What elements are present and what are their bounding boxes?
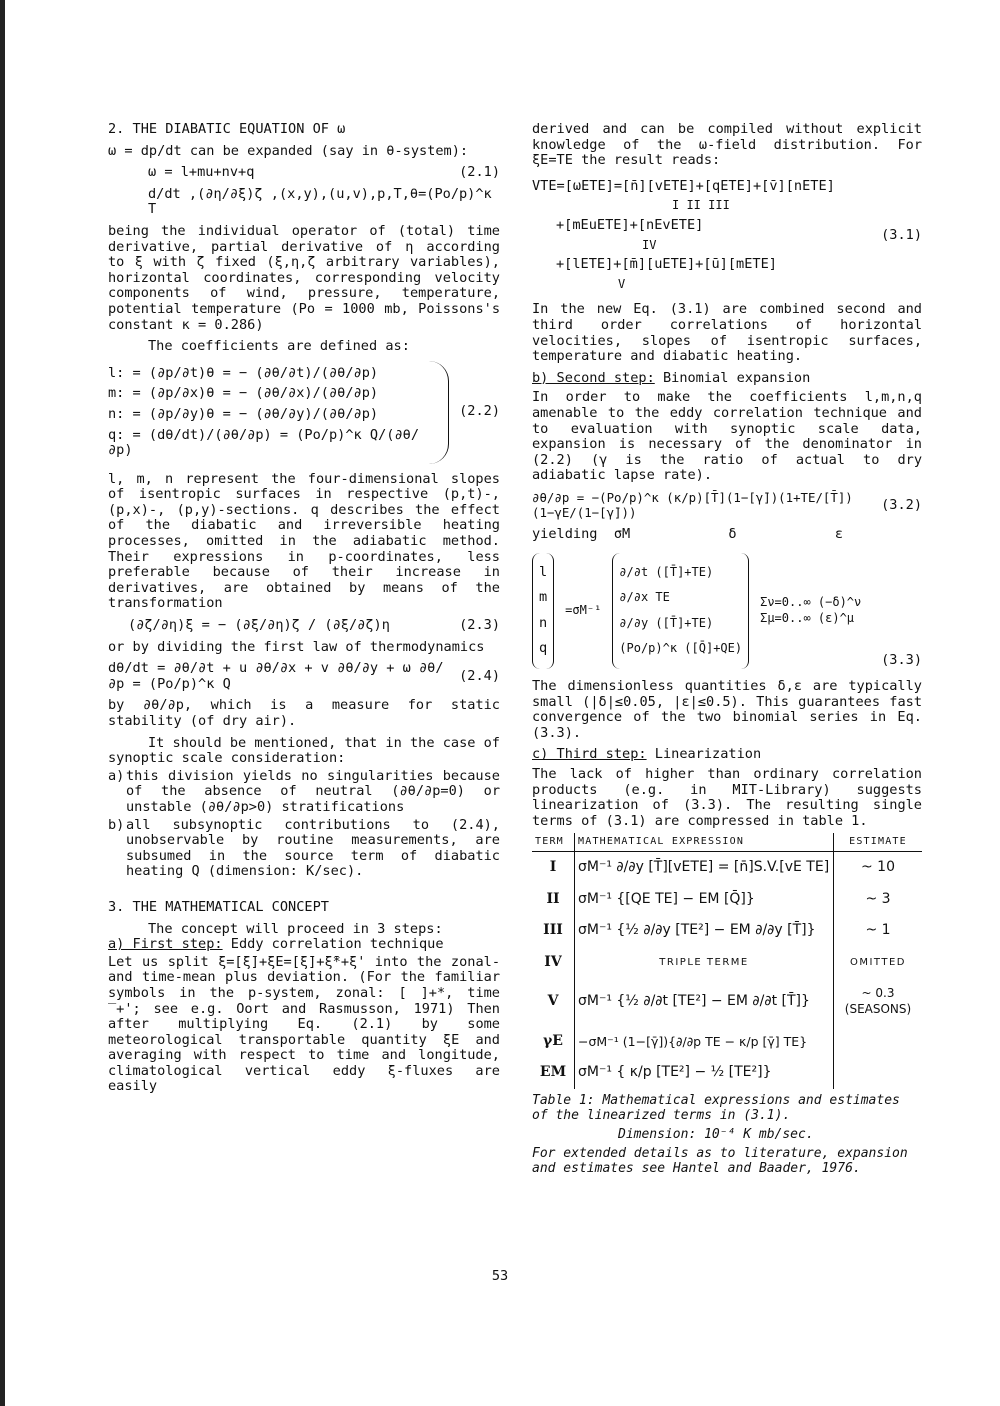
equation-2-1-body: ω = l+mu+nv+q <box>148 164 255 181</box>
table-header-estimate: ESTIMATE <box>834 833 923 851</box>
step-3-heading <box>532 747 922 763</box>
paragraph-linearization: The lack of higher than ordinary correlation products (e.g. in MIT-Library) suggests linearization of (3.3). The resulting single terms of (3.1) are compressed in table 1. <box>532 766 922 829</box>
step-1-text: Eddy correlation technique <box>222 936 444 953</box>
equation-2-1 <box>108 165 500 181</box>
vte-line-3: +[lETE]+[m̄][uETE]+[ū][mETE] <box>556 256 777 273</box>
list-item <box>108 818 500 880</box>
table-header-term: TERM <box>532 833 575 851</box>
table-cell-term: V <box>532 978 575 1025</box>
table-row <box>532 884 922 916</box>
step-1-label: a) First step: <box>108 936 223 953</box>
paragraph-derived: derived and can be compiled without explicit knowledge of the ω-field distribution. For ξE=TE the result reads: <box>532 121 922 169</box>
table-1 <box>532 833 922 1088</box>
equation-3-1-number: (3.1) <box>881 226 922 243</box>
list-item-text: this division yields no singularities because of the absence of neutral (∂θ/∂p=0) or unstable (∂θ/∂p>0) stratifications <box>126 767 500 815</box>
table-cell-expression: σM⁻¹ { κ/p [TE²] − ½ [TE²]} <box>575 1057 834 1089</box>
page-number: 53 <box>491 1268 509 1284</box>
table-cell-expression: σM⁻¹ {½ ∂/∂t [TE²] − EM ∂/∂t [T̄]} <box>575 978 834 1025</box>
table-cell-estimate: ~ 1 <box>865 922 891 939</box>
equation-operators-body: d/dt ,(∂η/∂ξ)ζ ,(x,y),(u,v),p,T,θ=(Po/p)^κ T <box>148 185 492 218</box>
matrix-right-q: (Po/p)^κ ([Q̄]+QE) <box>619 641 743 656</box>
equation-2-3-number: (2.3) <box>459 617 500 634</box>
vte-line-2: +[mEuETE]+[nEvETE] <box>556 216 704 233</box>
section-3-title: 3. THE MATHEMATICAL CONCEPT <box>108 898 329 915</box>
table-cell-estimate: ~ 0.3 (SEASONS) <box>844 986 912 1016</box>
equation-3-2-body: ∂θ/∂p = −(Po/p)^κ (κ/p)[T̄](1−[γ̄])(1+TE/[T̄])(1−γE/(1−[γ̄])) <box>532 489 853 521</box>
step-2-text: Binomial expansion <box>654 369 811 386</box>
table-cell-estimate: ~ 10 <box>861 858 895 875</box>
right-column <box>532 122 922 1180</box>
step-2-heading <box>532 371 922 387</box>
equation-3-2-number: (3.2) <box>881 496 922 513</box>
vte-line-2-label: IV <box>642 237 657 252</box>
paragraph-synoptic: It should be mentioned, that in the case of synoptic scale consideration: <box>108 734 500 767</box>
scan-edge <box>0 0 5 1406</box>
vte-line-3-label: V <box>618 276 626 291</box>
table-cell-term: IV <box>532 947 575 979</box>
paragraph-slopes: l, m, n represent the four-dimensional slopes of isentropic surfaces in respective (p,t)-, (p,x)-, (p,y)-sections. q describes the effect of the diabatic and irreversible heating processes, omitted in the adiabatic method. Their expressions in p-coordinates, less preferable because of their increase in derivatives, are obtained by means of the transformation <box>108 470 500 612</box>
paragraph-new-equation: In the new Eq. (3.1) are combined second and third order correlations of horizontal velocities, slopes of isentropic surfaces, temperature and diabatic heating. <box>532 301 922 365</box>
table-cell-expression: σM⁻¹ {[QE TE] − EM [Q̄]} <box>575 884 834 916</box>
table-cell-estimate: ~ 3 <box>865 890 891 907</box>
table-cell-term: EM <box>532 1057 575 1089</box>
matrix-left-l: l <box>539 563 548 580</box>
equation-3-1 <box>532 175 922 297</box>
matrix-right-l: ∂/∂t ([T̄]+TE) <box>619 564 714 579</box>
matrix-left <box>532 553 554 669</box>
table-row <box>532 947 922 979</box>
table-caption: Table 1: Mathematical expressions and estimates of the linearized terms in (3.1). <box>532 1092 900 1123</box>
table-cell-term: I <box>532 851 575 883</box>
definition-n: n: = (∂p/∂y)θ = − (∂θ/∂y)/(∂θ/∂p) <box>108 405 379 422</box>
paragraph-dimensionless: The dimensionless quantities δ,ε are typically small (|δ|≤0.05, |ε|≤0.5). This guarantees fast convergence of the two binomial series in Eq. (3.3). <box>532 678 922 741</box>
equation-2-3 <box>108 618 500 634</box>
section-2-title: 2. THE DIABATIC EQUATION OF ω <box>108 121 346 137</box>
left-column <box>108 122 500 1101</box>
equation-2-4 <box>108 661 500 692</box>
table-row <box>532 1026 922 1058</box>
paragraph-static-stability: by ∂θ/∂p, which is a measure for static stability (of dry air). <box>108 697 500 729</box>
matrix-right-m: ∂/∂x TE <box>619 590 670 605</box>
paragraph-split: Let us split ξ=[ξ̄]+ξE=[ξ̄]+ξ̄*+ξ' into the zonal- and time-mean plus deviation. (For the familiar symbols in the p-system, zonal: [ ]+*, time ‾+'; see e.g. Oort and Rasmusson, 1971) Then after multiplying Eq. (2.1) by some meteorological transportable quantity ξE and averaging with respect to time and longitude, climatological vertical eddy ξ-fluxes are easily <box>108 953 500 1095</box>
vte-line-1-labels: I II III <box>672 198 730 213</box>
matrix-left-m: m <box>539 589 548 606</box>
definition-m: m: = (∂p/∂x)θ = − (∂θ/∂x)/(∂θ/∂p) <box>108 385 379 402</box>
vte-line-1: VTE=[ωETE]=[n̄][vETE]+[qETE]+[v̄][nETE] <box>532 177 835 194</box>
matrix-right <box>612 553 749 669</box>
table-row <box>532 915 922 947</box>
table-cell-term: γE <box>532 1026 575 1058</box>
step-3-label: c) Third step: <box>532 746 647 763</box>
equation-3-3 <box>532 553 922 669</box>
step-2-label: b) Second step: <box>532 369 655 386</box>
table-dimension: Dimension: 10⁻⁴ K mb/sec. <box>618 1126 814 1142</box>
table-cell-estimate <box>834 1026 923 1058</box>
yielding-line: yielding σM δ ε <box>532 526 843 543</box>
table-cell-expression: σM⁻¹ {½ ∂/∂y [TE²] − EM ∂/∂y [T̄]} <box>575 915 834 947</box>
equation-2-4-body: dθ/dt = ∂θ/∂t + u ∂θ/∂x + v ∂θ/∂y + ω ∂θ/∂p = (Po/p)^κ Q <box>108 660 444 692</box>
table-row <box>532 1057 922 1089</box>
matrix-right-n: ∂/∂y ([T̄]+TE) <box>619 615 714 630</box>
definition-l: l: = (∂p/∂t)θ = − (∂θ/∂t)/(∂θ/∂p) <box>108 364 379 381</box>
table-cell-estimate <box>834 1057 923 1089</box>
paragraph-three-steps: The concept will proceed in 3 steps: <box>148 920 443 937</box>
equation-3-3-number: (3.3) <box>881 652 922 669</box>
list-item <box>108 769 500 816</box>
table-cell-term: III <box>532 915 575 947</box>
step-3-text: Linearization <box>646 746 762 763</box>
coefficients-intro: The coefficients are defined as: <box>148 338 410 355</box>
list-item-label: b) <box>108 816 125 833</box>
table-note: For extended details as to literature, expansion and estimates see Hantel and Baader, 1976. <box>532 1145 908 1176</box>
equation-2-4-number: (2.4) <box>459 668 500 685</box>
step-1-heading <box>108 937 500 953</box>
table-header-expression: MATHEMATICAL EXPRESSION <box>575 833 834 851</box>
equation-2-3-body: (∂ζ/∂η)ξ = − (∂ξ/∂η)ζ / (∂ξ/∂ζ)η <box>128 617 390 634</box>
table-header-row <box>532 833 922 851</box>
table-cell-expression: TRIPLE TERME <box>575 947 834 979</box>
section-2-intro: ω = dp/dt can be expanded (say in θ-system): <box>108 142 469 159</box>
table-cell-estimate: OMITTED <box>849 956 906 968</box>
equation-2-1-number: (2.1) <box>459 164 500 181</box>
table-row <box>532 978 922 1025</box>
binomial-sums: Σν=0..∞ (−δ)^ν Σμ=0..∞ (ε)^μ <box>760 595 862 625</box>
table-row <box>532 851 922 883</box>
definition-q: q: = (dθ/dt)/(∂θ/∂p) = (Po/p)^κ Q/(∂θ/∂p) <box>108 426 419 459</box>
synoptic-list <box>108 769 500 880</box>
equation-3-1-body <box>532 175 835 297</box>
matrix-sigma: =σM⁻¹ <box>565 603 602 618</box>
equation-2-2 <box>108 361 500 464</box>
coefficient-definitions <box>108 361 449 464</box>
list-item-text: all subsynoptic contributions to (2.4), unobservable by routine measurements, are subsumed in the source term of diabatic heating Q (dimension: K/sec). <box>126 816 500 880</box>
paragraph-operators: being the individual operator of (total) time derivative, partial derivative of η according to ξ with ζ fixed (ξ,η,ζ arbitrary variables), horizontal coordinates, corresponding velocity components of wind, pressure, temperature, potential temperature (Po = 1000 mb, Poissons's constant κ = 0.286) <box>108 222 500 333</box>
paragraph-first-law: or by dividing the first law of thermodynamics <box>108 638 485 655</box>
equation-3-2 <box>532 490 922 521</box>
table-cell-expression: σM⁻¹ ∂/∂y [T̄][vETE] = [n̄]S.V.[vE TE] <box>575 851 834 883</box>
equation-operators <box>108 187 500 218</box>
matrix-left-q: q <box>539 640 548 657</box>
list-item-label: a) <box>108 767 125 784</box>
table-cell-expression: −σM⁻¹ (1−[γ̄]){∂/∂p TE − κ/p [γ̄] TE} <box>575 1026 834 1058</box>
matrix-left-n: n <box>539 614 548 631</box>
equation-2-2-number: (2.2) <box>459 403 500 420</box>
paragraph-expansion: In order to make the coefficients l,m,n,q amenable to the eddy correlation technique and to evaluation with synoptic scale data, expansion is necessary of the denominator in (2.2) (γ is the ratio of actual to dry adiabatic lapse rate). <box>532 389 922 484</box>
table-cell-term: II <box>532 884 575 916</box>
